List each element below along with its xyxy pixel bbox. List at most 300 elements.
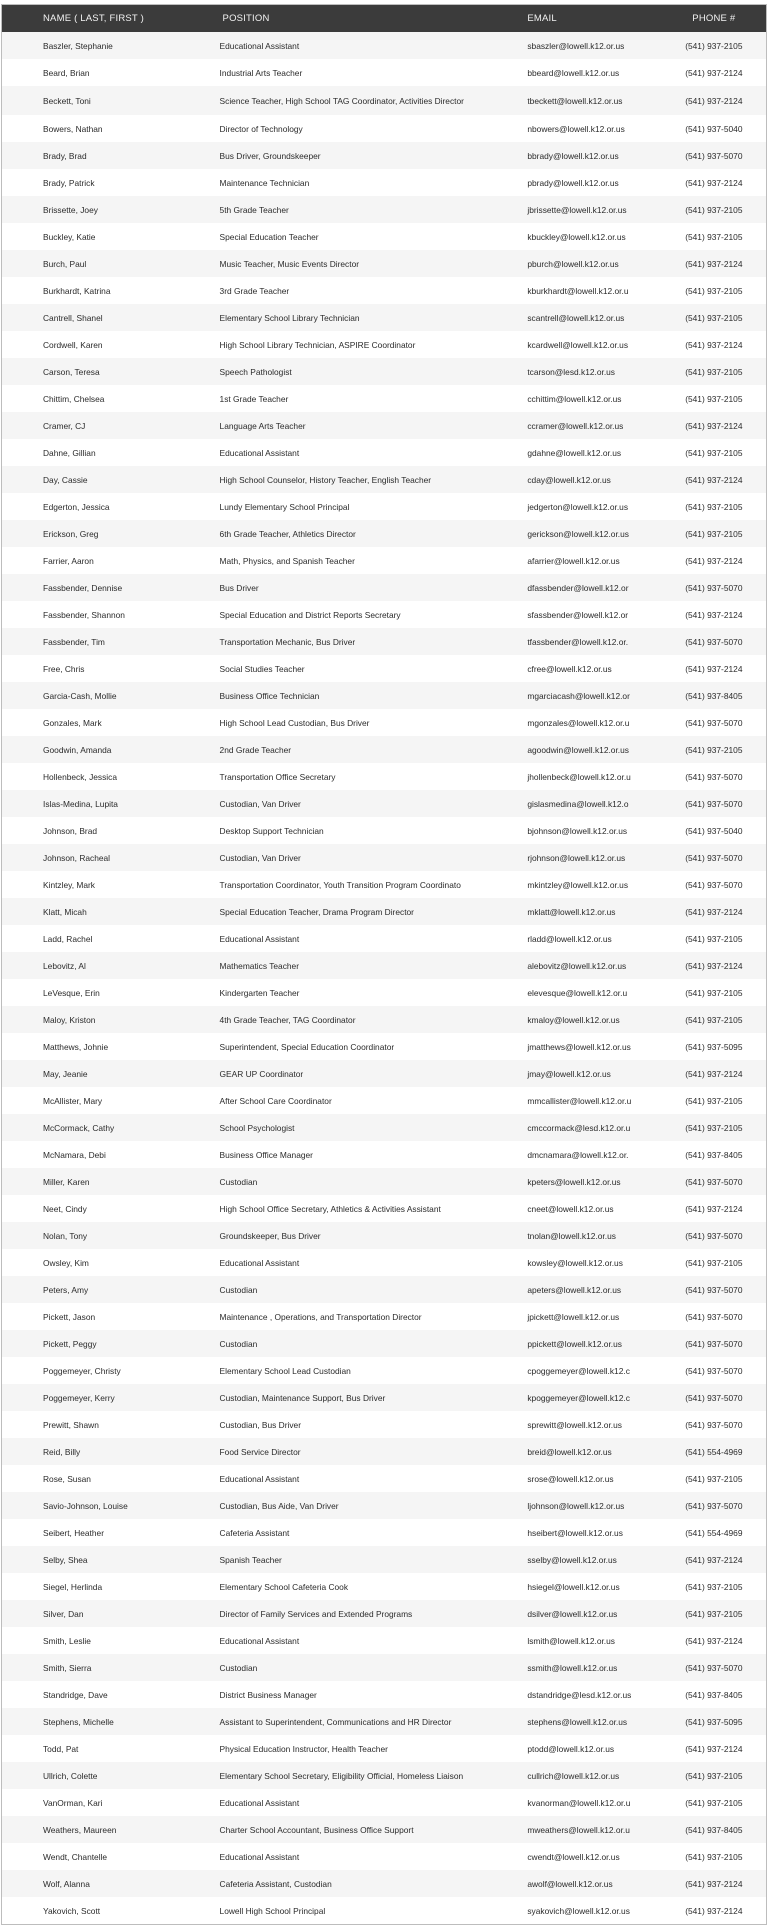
cell-position: Director of Family Services and Extended Programs [219,1608,413,1619]
table-row [2,115,766,142]
cell-phone[interactable]: (541) 554-4969 [685,1527,743,1538]
table-row [2,331,766,358]
table-row [2,547,766,574]
cell-name: Johnson, Brad [43,825,98,836]
cell-email[interactable]: ssmith@lowell.k12.or.us [527,1662,618,1673]
cell-name: Goodwin, Amanda [43,744,112,755]
cell-phone[interactable]: (541) 937-2105 [685,231,743,242]
cell-phone[interactable]: (541) 937-5070 [685,150,743,161]
table-row [2,1870,766,1897]
cell-phone[interactable]: (541) 937-2105 [685,312,743,323]
table-row [2,1627,766,1654]
cell-email[interactable]: dmcnamara@lowell.k12.or. [527,1149,629,1160]
cell-email[interactable]: mklatt@lowell.k12.or.us [527,906,616,917]
cell-email[interactable]: alebovitz@lowell.k12.or.us [527,960,627,971]
cell-email[interactable]: ljohnson@lowell.k12.or.us [527,1500,625,1511]
table-row [2,1654,766,1681]
cell-phone[interactable]: (541) 937-5040 [685,123,743,134]
cell-email[interactable]: stephens@lowell.k12.or.us [527,1716,628,1727]
cell-phone[interactable]: (541) 937-5070 [685,582,743,593]
cell-phone[interactable]: (541) 937-2105 [685,528,743,539]
table-row [2,1816,766,1843]
cell-phone[interactable]: (541) 937-2124 [685,1878,743,1889]
cell-phone[interactable]: (541) 937-5070 [685,1230,743,1241]
cell-email[interactable]: lsmith@lowell.k12.or.us [527,1635,615,1646]
table-row [2,1465,766,1492]
cell-email[interactable]: rladd@lowell.k12.or.us [527,933,612,944]
cell-email[interactable]: srose@lowell.k12.or.us [527,1473,614,1484]
cell-position: Educational Assistant [219,933,300,944]
cell-email[interactable]: kbuckley@lowell.k12.or.us [527,231,626,242]
cell-name: LeVesque, Erin [43,987,100,998]
cell-name: Nolan, Tony [43,1230,88,1241]
cell-phone[interactable]: (541) 937-5070 [685,1500,743,1511]
cell-email[interactable]: gerickson@lowell.k12.or.us [527,528,629,539]
cell-email[interactable]: hseibert@lowell.k12.or.us [527,1527,623,1538]
cell-position: Elementary School Library Technician [219,312,360,323]
cell-phone[interactable]: (541) 937-2124 [685,67,743,78]
table-row [2,844,766,871]
cell-position: Transportation Office Secretary [219,771,336,782]
cell-position: 2nd Grade Teacher [219,744,292,755]
cell-phone[interactable]: (541) 937-2124 [685,1905,743,1916]
cell-email[interactable]: kcardwell@lowell.k12.or.us [527,339,629,350]
cell-position: Superintendent, Special Education Coordinator [219,1041,395,1052]
cell-email[interactable]: breid@lowell.k12.or.us [527,1446,612,1457]
cell-email[interactable]: scantrell@lowell.k12.or.us [527,312,625,323]
table-row [2,412,766,439]
cell-name: McAllister, Mary [43,1095,103,1106]
cell-email[interactable]: mgarciacash@lowell.k12.or [527,690,630,701]
cell-email[interactable]: nbowers@lowell.k12.or.us [527,123,625,134]
cell-name: Buckley, Katie [43,231,96,242]
cell-position: District Business Manager [219,1689,317,1700]
cell-name: Chittim, Chelsea [43,393,105,404]
table-row [2,304,766,331]
cell-name: Garcia-Cash, Mollie [43,690,117,701]
cell-phone[interactable]: (541) 937-2105 [685,40,743,51]
cell-email[interactable]: cullrich@lowell.k12.or.us [527,1770,620,1781]
cell-phone[interactable]: (541) 937-2105 [685,501,743,512]
cell-position: High School Office Secretary, Athletics & Activities Assistant [219,1203,441,1214]
cell-email[interactable]: ptodd@lowell.k12.or.us [527,1743,615,1754]
cell-name: Fassbender, Shannon [43,609,125,620]
cell-phone[interactable]: (541) 937-2105 [685,393,743,404]
table-row [2,1141,766,1168]
cell-phone[interactable]: (541) 937-2105 [685,447,743,458]
cell-position: Kindergarten Teacher [219,987,300,998]
cell-name: Pickett, Jason [43,1311,96,1322]
cell-name: Rose, Susan [43,1473,91,1484]
cell-name: Gonzales, Mark [43,717,102,728]
cell-name: Fassbender, Tim [43,636,105,647]
cell-position: Elementary School Cafeteria Cook [219,1581,349,1592]
cell-phone[interactable]: (541) 937-8405 [685,1824,743,1835]
cell-email[interactable]: jmatthews@lowell.k12.or.us [527,1041,631,1052]
cell-phone[interactable]: (541) 937-5070 [685,1419,743,1430]
cell-email[interactable]: dfassbender@lowell.k12.or [527,582,629,593]
cell-position: School Psychologist [219,1122,295,1133]
cell-position: Spanish Teacher [219,1554,282,1565]
cell-email[interactable]: dstandridge@lesd.k12.or.us [527,1689,632,1700]
cell-name: Beckett, Toni [43,95,91,106]
cell-position: Desktop Support Technician [219,825,324,836]
cell-phone[interactable]: (541) 937-2105 [685,285,743,296]
cell-name: Neet, Cindy [43,1203,87,1214]
cell-email[interactable]: agoodwin@lowell.k12.or.us [527,744,629,755]
cell-email[interactable]: cwendt@lowell.k12.or.us [527,1851,620,1862]
cell-email[interactable]: afarrier@lowell.k12.or.us [527,555,620,566]
staff-directory-table-container [1,4,767,1925]
table-row [2,32,766,59]
cell-position: Custodian [219,1338,258,1349]
cell-name: Todd, Pat [43,1743,79,1754]
cell-phone[interactable]: (541) 937-2124 [685,474,743,485]
cell-email[interactable]: cpoggemeyer@lowell.k12.c [527,1365,630,1376]
cell-name: Maloy, Kriston [43,1014,96,1025]
cell-name: Burch, Paul [43,258,87,269]
cell-phone[interactable]: (541) 937-2105 [685,933,743,944]
table-row [2,1195,766,1222]
cell-name: Silver, Dan [43,1608,84,1619]
table-row [2,1168,766,1195]
cell-position: GEAR UP Coordinator [219,1068,304,1079]
cell-email[interactable]: pbrady@lowell.k12.or.us [527,177,619,188]
cell-name: Weathers, Maureen [43,1824,117,1835]
cell-phone[interactable]: (541) 937-5070 [685,1338,743,1349]
cell-email[interactable]: kpoggemeyer@lowell.k12.c [527,1392,630,1403]
cell-email[interactable]: jpickett@lowell.k12.or.us [527,1311,620,1322]
cell-phone[interactable]: (541) 937-2124 [685,960,743,971]
cell-name: Brady, Brad [43,150,87,161]
cell-phone[interactable]: (541) 937-2105 [685,1257,743,1268]
cell-email[interactable]: jmay@lowell.k12.or.us [527,1068,611,1079]
cell-position: Elementary School Secretary, Eligibility Official, Homeless Liaison [219,1770,464,1781]
cell-phone[interactable]: (541) 937-2124 [685,258,743,269]
cell-email[interactable]: jhollenbeck@lowell.k12.or.u [527,771,631,782]
table-row [2,1303,766,1330]
cell-position: Educational Assistant [219,1797,300,1808]
cell-name: Miller, Karen [43,1176,90,1187]
cell-email[interactable]: ccramer@lowell.k12.or.us [527,420,624,431]
table-row [2,1357,766,1384]
cell-position: Custodian, Maintenance Support, Bus Driver [219,1392,386,1403]
cell-email[interactable]: cfree@lowell.k12.or.us [527,663,612,674]
table-row [2,574,766,601]
table-row [2,655,766,682]
cell-name: Day, Cassie [43,474,88,485]
cell-name: Klatt, Micah [43,906,87,917]
table-row [2,1573,766,1600]
cell-position: Educational Assistant [219,1635,300,1646]
cell-email[interactable]: sfassbender@lowell.k12.or [527,609,629,620]
cell-name: Smith, Leslie [43,1635,91,1646]
table-body [2,32,766,1924]
table-row [2,898,766,925]
cell-phone[interactable]: (541) 937-2124 [685,420,743,431]
cell-position: 5th Grade Teacher [219,204,289,215]
table-row [2,1330,766,1357]
table-row [2,250,766,277]
cell-name: Dahne, Gillian [43,447,96,458]
table-row [2,169,766,196]
cell-email[interactable]: kpeters@lowell.k12.or.us [527,1176,621,1187]
cell-position: High School Lead Custodian, Bus Driver [219,717,370,728]
cell-email[interactable]: kvanorman@lowell.k12.or.u [527,1797,631,1808]
cell-position: Maintenance Technician [219,177,310,188]
cell-position: Custodian [219,1176,258,1187]
cell-phone[interactable]: (541) 937-5070 [685,636,743,647]
table-row [2,628,766,655]
cell-phone[interactable]: (541) 937-5040 [685,825,743,836]
cell-phone[interactable]: (541) 937-2124 [685,609,743,620]
table-row [2,1546,766,1573]
table-row [2,196,766,223]
table-row [2,682,766,709]
cell-position: Food Service Director [219,1446,301,1457]
cell-phone[interactable]: (541) 937-8405 [685,1149,743,1160]
cell-phone[interactable]: (541) 937-5095 [685,1716,743,1727]
cell-name: Free, Chris [43,663,85,674]
cell-position: Custodian [219,1662,258,1673]
table-row [2,1762,766,1789]
cell-position: Special Education Teacher [219,231,319,242]
cell-phone[interactable]: (541) 937-5070 [685,771,743,782]
cell-email[interactable]: pburch@lowell.k12.or.us [527,258,619,269]
cell-email[interactable]: jbrissette@lowell.k12.or.us [527,204,627,215]
cell-position: Assistant to Superintendent, Communications and HR Director [219,1716,452,1727]
column-header-name[interactable]: NAME ( LAST, FIRST ) [43,13,144,24]
cell-phone[interactable]: (541) 937-2124 [685,555,743,566]
cell-position: Director of Technology [219,123,303,134]
cell-email[interactable]: cchittim@lowell.k12.or.us [527,393,622,404]
cell-name: Poggemeyer, Christy [43,1365,121,1376]
cell-position: 6th Grade Teacher, Athletics Director [219,528,356,539]
table-row [2,1438,766,1465]
cell-position: Custodian, Bus Aide, Van Driver [219,1500,339,1511]
cell-position: Lowell High School Principal [219,1905,326,1916]
cell-email[interactable]: kowsley@lowell.k12.or.us [527,1257,623,1268]
cell-phone[interactable]: (541) 937-2105 [685,1473,743,1484]
cell-phone[interactable]: (541) 937-5070 [685,1176,743,1187]
cell-email[interactable]: gdahne@lowell.k12.or.us [527,447,622,458]
cell-email[interactable]: elevesque@lowell.k12.or.u [527,987,628,998]
cell-position: Special Education Teacher, Drama Program Director [219,906,414,917]
table-row [2,736,766,763]
cell-name: Fassbender, Dennise [43,582,123,593]
table-row [2,1249,766,1276]
cell-name: Lebovitz, Al [43,960,86,971]
cell-email[interactable]: tcarson@lesd.k12.or.us [527,366,615,377]
cell-name: Owsley, Kim [43,1257,89,1268]
cell-email[interactable]: tnolan@lowell.k12.or.us [527,1230,616,1241]
table-row [2,601,766,628]
cell-email[interactable]: kmaloy@lowell.k12.or.us [527,1014,620,1025]
table-row [2,709,766,736]
cell-name: Kintzley, Mark [43,879,95,890]
cell-position: Lundy Elementary School Principal [219,501,350,512]
column-header-phone[interactable]: PHONE # [692,13,736,24]
table-row [2,1060,766,1087]
cell-phone[interactable]: (541) 937-2105 [685,1797,743,1808]
cell-phone[interactable]: (541) 554-4969 [685,1446,743,1457]
cell-email[interactable]: apeters@lowell.k12.or.us [527,1284,622,1295]
cell-name: Matthews, Johnie [43,1041,109,1052]
cell-email[interactable]: cmccormack@lesd.k12.or.u [527,1122,631,1133]
cell-email[interactable]: dsilver@lowell.k12.or.us [527,1608,618,1619]
cell-email[interactable]: mweathers@lowell.k12.or.u [527,1824,630,1835]
cell-position: High School Library Technician, ASPIRE Coordinator [219,339,416,350]
cell-email[interactable]: cday@lowell.k12.or.us [527,474,611,485]
cell-name: Brady, Patrick [43,177,95,188]
cell-name: McCormack, Cathy [43,1122,115,1133]
cell-name: Baszler, Stephanie [43,40,113,51]
cell-phone[interactable]: (541) 937-5070 [685,879,743,890]
cell-position: Educational Assistant [219,1257,300,1268]
cell-name: McNamara, Debi [43,1149,106,1160]
table-row [2,790,766,817]
table-row [2,979,766,1006]
table-row [2,466,766,493]
cell-email[interactable]: sselby@lowell.k12.or.us [527,1554,617,1565]
cell-phone[interactable]: (541) 937-2124 [685,339,743,350]
cell-name: Brissette, Joey [43,204,98,215]
table-row [2,817,766,844]
cell-phone[interactable]: (541) 937-5095 [685,1041,743,1052]
cell-email[interactable]: sbaszler@lowell.k12.or.us [527,40,625,51]
cell-phone[interactable]: (541) 937-2105 [685,1095,743,1106]
cell-position: Charter School Accountant, Business Office Support [219,1824,414,1835]
cell-phone[interactable]: (541) 937-2124 [685,1554,743,1565]
cell-position: Special Education and District Reports Secretary [219,609,401,620]
cell-phone[interactable]: (541) 937-2124 [685,1068,743,1079]
cell-email[interactable]: awolf@lowell.k12.or.us [527,1878,613,1889]
table-row [2,1276,766,1303]
cell-position: Educational Assistant [219,447,300,458]
cell-position: Custodian, Van Driver [219,852,301,863]
cell-name: Wendt, Chantelle [43,1851,108,1862]
table-row [2,1681,766,1708]
cell-phone[interactable]: (541) 937-2105 [685,744,743,755]
cell-email[interactable]: hsiegel@lowell.k12.or.us [527,1581,620,1592]
cell-phone[interactable]: (541) 937-5070 [685,1392,743,1403]
cell-position: 1st Grade Teacher [219,393,289,404]
cell-phone[interactable]: (541) 937-2124 [685,663,743,674]
cell-email[interactable]: jedgerton@lowell.k12.or.us [527,501,629,512]
cell-phone[interactable]: (541) 937-5070 [685,1284,743,1295]
cell-phone[interactable]: (541) 937-2124 [685,906,743,917]
cell-name: Erickson, Greg [43,528,99,539]
cell-name: Cantrell, Shanel [43,312,103,323]
cell-email[interactable]: rjohnson@lowell.k12.or.us [527,852,626,863]
cell-name: Prewitt, Shawn [43,1419,99,1430]
cell-name: VanOrman, Kari [43,1797,103,1808]
cell-phone[interactable]: (541) 937-2124 [685,177,743,188]
cell-phone[interactable]: (541) 937-5070 [685,798,743,809]
cell-email[interactable]: bjohnson@lowell.k12.or.us [527,825,628,836]
cell-phone[interactable]: (541) 937-2105 [685,1014,743,1025]
cell-phone[interactable]: (541) 937-5070 [685,1311,743,1322]
column-header-position[interactable]: POSITION [222,13,270,24]
cell-phone[interactable]: (541) 937-8405 [685,1689,743,1700]
cell-email[interactable]: bbrady@lowell.k12.or.us [527,150,619,161]
cell-position: Bus Driver, Groundskeeper [219,150,321,161]
cell-phone[interactable]: (541) 937-2105 [685,1122,743,1133]
cell-name: Smith, Sierra [43,1662,92,1673]
cell-email[interactable]: sprewitt@lowell.k12.or.us [527,1419,622,1430]
cell-name: Bowers, Nathan [43,123,103,134]
cell-phone[interactable]: (541) 937-2105 [685,987,743,998]
cell-position: Transportation Coordinator, Youth Transition Program Coordinato [219,879,461,890]
cell-name: Poggemeyer, Kerry [43,1392,115,1403]
cell-position: 3rd Grade Teacher [219,285,290,296]
cell-email[interactable]: mkintzley@lowell.k12.or.us [527,879,629,890]
cell-name: Stephens, Michelle [43,1716,114,1727]
cell-phone[interactable]: (541) 937-2124 [685,1635,743,1646]
cell-phone[interactable]: (541) 937-5070 [685,1365,743,1376]
table-row [2,1384,766,1411]
cell-position: Social Studies Teacher [219,663,305,674]
cell-position: Math, Physics, and Spanish Teacher [219,555,355,566]
table-row [2,1114,766,1141]
cell-position: Physical Education Instructor, Health Teacher [219,1743,388,1754]
cell-email[interactable]: ppickett@lowell.k12.or.us [527,1338,622,1349]
cell-email[interactable]: syakovich@lowell.k12.or.us [527,1905,630,1916]
cell-name: Savio-Johnson, Louise [43,1500,128,1511]
cell-name: Standridge, Dave [43,1689,108,1700]
cell-email[interactable]: mgonzales@lowell.k12.or.u [527,717,630,728]
cell-email[interactable]: cneet@lowell.k12.or.us [527,1203,614,1214]
cell-email[interactable]: tfassbender@lowell.k12.or. [527,636,629,647]
cell-phone[interactable]: (541) 937-2105 [685,1608,743,1619]
cell-position: Custodian, Van Driver [219,798,301,809]
cell-phone[interactable]: (541) 937-2105 [685,204,743,215]
cell-phone[interactable]: (541) 937-2105 [685,366,743,377]
cell-phone[interactable]: (541) 937-8405 [685,690,743,701]
cell-phone[interactable]: (541) 937-2124 [685,95,743,106]
table-row [2,1492,766,1519]
cell-phone[interactable]: (541) 937-5070 [685,717,743,728]
table-row [2,871,766,898]
cell-position: Cafeteria Assistant, Custodian [219,1878,332,1889]
cell-phone[interactable]: (541) 937-2105 [685,1770,743,1781]
cell-email[interactable]: kburkhardt@lowell.k12.or.u [527,285,629,296]
cell-phone[interactable]: (541) 937-2105 [685,1581,743,1592]
cell-position: Educational Assistant [219,1473,300,1484]
column-header-email[interactable]: EMAIL [527,13,557,24]
cell-position: Educational Assistant [219,40,300,51]
cell-name: Farrier, Aaron [43,555,94,566]
cell-position: Transportation Mechanic, Bus Driver [219,636,356,647]
cell-position: Elementary School Lead Custodian [219,1365,351,1376]
cell-phone[interactable]: (541) 937-5070 [685,1662,743,1673]
cell-phone[interactable]: (541) 937-2124 [685,1743,743,1754]
cell-position: Mathematics Teacher [219,960,299,971]
cell-email[interactable]: bbeard@lowell.k12.or.us [527,67,620,78]
cell-email[interactable]: tbeckett@lowell.k12.or.us [527,95,623,106]
cell-phone[interactable]: (541) 937-2105 [685,1851,743,1862]
cell-phone[interactable]: (541) 937-2124 [685,1203,743,1214]
cell-phone[interactable]: (541) 937-5070 [685,852,743,863]
cell-email[interactable]: gislasmedina@lowell.k12.o [527,798,629,809]
cell-email[interactable]: mmcallister@lowell.k12.or.u [527,1095,632,1106]
cell-name: Ullrich, Colette [43,1770,98,1781]
staff-directory-table [2,5,766,1924]
cell-position: Language Arts Teacher [219,420,306,431]
table-row [2,385,766,412]
cell-name: Selby, Shea [43,1554,88,1565]
cell-position: Bus Driver [219,582,259,593]
